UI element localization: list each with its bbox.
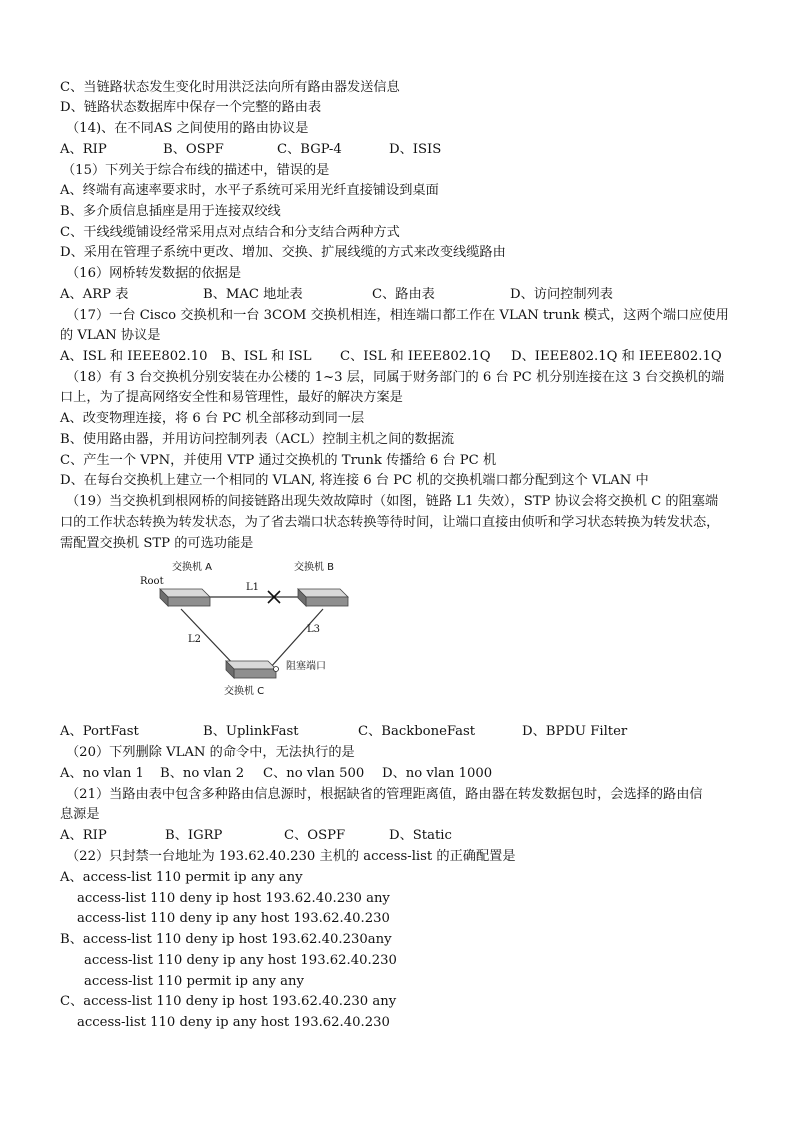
switch-b-icon xyxy=(298,589,348,606)
q17-stem-line1: （17）一台 Cisco 交换机和一台 3COM 交换机相连，相连端口都工作在 VLAN trunk 模式，这两个端口应使用 xyxy=(66,308,729,323)
option: B、UplinkFast xyxy=(203,724,299,739)
q18-stem-line2: 口上，为了提高网络安全性和易管理性，最好的解决方案是 xyxy=(60,390,403,405)
q18-option-a: A、改变物理连接，将 6 台 PC 机全部移动到同一层 xyxy=(60,411,365,426)
option: A、PortFast xyxy=(60,724,139,739)
switch-a-label: 交换机 A xyxy=(172,562,213,573)
q15-option-d: D、采用在管理子系统中更改、增加、交换、扩展线缆的方式来改变线缆路由 xyxy=(60,245,506,260)
link-l3 xyxy=(270,609,323,668)
option: C、ISL 和 IEEE802.1Q xyxy=(340,349,491,364)
option: B、MAC 地址表 xyxy=(203,287,303,302)
option: D、BPDU Filter xyxy=(522,724,628,739)
q22-option-b-line2: access-list 110 deny ip any host 193.62.40.230 xyxy=(84,953,397,968)
q15-option-c: C、干线线缆铺设经常采用点对点结合和分支结合两种方式 xyxy=(60,225,400,240)
option: C、no vlan 500 xyxy=(263,766,365,781)
q22-option-c-line1: C、access-list 110 deny ip host 193.62.40.230 any xyxy=(60,994,397,1009)
q21-stem-line1: （21）当路由表中包含多种路由信息源时，根据缺省的管理距离值，路由器在转发数据包时，会选择的路由信 xyxy=(66,787,703,802)
option: A、ARP 表 xyxy=(60,287,129,302)
option: D、no vlan 1000 xyxy=(382,766,493,781)
option: A、ISL 和 IEEE802.10 xyxy=(60,349,208,364)
option: B、ISL 和 ISL xyxy=(221,349,312,364)
q20-stem: （20）下列删除 VLAN 的命令中，无法执行的是 xyxy=(66,745,355,760)
q22-stem: （22）只封禁一台地址为 193.62.40.230 主机的 access-list 的正确配置是 xyxy=(66,849,516,864)
switch-c-label: 交换机 C xyxy=(224,686,265,697)
q15-option-b: B、多介质信息插座是用于连接双绞线 xyxy=(60,204,281,219)
option: D、IEEE802.1Q 和 IEEE802.1Q xyxy=(511,349,722,364)
option: A、RIP xyxy=(60,142,107,157)
q18-option-d: D、在每台交换机上建立一个相同的 VLAN, 将连接 6 台 PC 机的交换机端口都分配到这个 VLAN 中 xyxy=(60,473,649,488)
option: B、no vlan 2 xyxy=(160,766,245,781)
q15-stem: （15）下列关于综合布线的描述中，错误的是 xyxy=(62,163,330,178)
q18-stem-line1: （18）有 3 台交换机分别安装在办公楼的 1~3 层，同属于财务部门的 6 台 PC 机分别连接在这 3 台交换机的端 xyxy=(66,370,725,385)
option: A、no vlan 1 xyxy=(60,766,144,781)
option: C、BGP-4 xyxy=(277,142,342,157)
q19-stem-line2: 口的工作状态转换为转发状态，为了省去端口状态转换等待时间，让端口直接由侦听和学习状态转换为转发状态， xyxy=(60,515,720,530)
option: B、IGRP xyxy=(165,828,223,843)
option: C、路由表 xyxy=(372,287,435,302)
l1-label: L1 xyxy=(246,582,260,593)
option: C、BackboneFast xyxy=(358,724,476,739)
l2-label: L2 xyxy=(188,634,202,645)
switch-a-icon xyxy=(160,589,210,606)
q18-option-b: B、使用路由器，并用访问控制列表（ACL）控制主机之间的数据流 xyxy=(60,432,455,447)
q19-stem-line3: 需配置交换机 STP 的可选功能是 xyxy=(60,536,254,551)
q22-option-a-line1: A、access-list 110 permit ip any any xyxy=(60,870,303,885)
q14-stem: （14)、在不同AS 之间使用的路由协议是 xyxy=(66,121,309,136)
q18-option-c: C、产生一个 VPN，并使用 VTP 通过交换机的 Trunk 传播给 6 台 PC 机 xyxy=(60,453,497,468)
l3-label: L3 xyxy=(307,624,321,635)
option: C、OSPF xyxy=(284,828,346,843)
q16-stem: （16）网桥转发数据的依据是 xyxy=(66,266,242,281)
switch-b-label: 交换机 B xyxy=(294,562,335,573)
q22-option-a-line2: access-list 110 deny ip host 193.62.40.230 any xyxy=(77,891,390,906)
q21-stem-line2: 息源是 xyxy=(60,807,100,822)
blocked-port-icon xyxy=(274,667,279,672)
q15-option-a: A、终端有高速率要求时，水平子系统可采用光纤直接铺设到桌面 xyxy=(60,183,439,198)
option: D、Static xyxy=(389,828,452,843)
switch-c-icon xyxy=(226,661,276,678)
q22-option-b-line3: access-list 110 permit ip any any xyxy=(84,974,304,989)
option: D、访问控制列表 xyxy=(510,287,613,302)
q17-stem-line2: 的 VLAN 协议是 xyxy=(60,328,161,343)
option: B、OSPF xyxy=(163,142,224,157)
q13-option-d: D、链路状态数据库中保存一个完整的路由表 xyxy=(60,100,322,115)
root-label: Root xyxy=(140,576,164,587)
option: A、RIP xyxy=(60,828,107,843)
q19-stem-line1: （19）当交换机到根网桥的间接链路出现失效故障时（如图，链路 L1 失效），STP 协议会将交换机 C 的阻塞端 xyxy=(66,494,719,509)
blocked-port-label: 阻塞端口 xyxy=(286,661,326,672)
q22-option-a-line3: access-list 110 deny ip any host 193.62.40.230 xyxy=(77,911,390,926)
q22-option-c-line2: access-list 110 deny ip any host 193.62.40.230 xyxy=(77,1015,390,1030)
q22-option-b-line1: B、access-list 110 deny ip host 193.62.40.230any xyxy=(60,932,392,947)
q13-option-c: C、当链路状态发生变化时用洪泛法向所有路由器发送信息 xyxy=(60,80,400,95)
stp-topology-figure xyxy=(118,553,384,699)
option: D、ISIS xyxy=(389,142,442,157)
